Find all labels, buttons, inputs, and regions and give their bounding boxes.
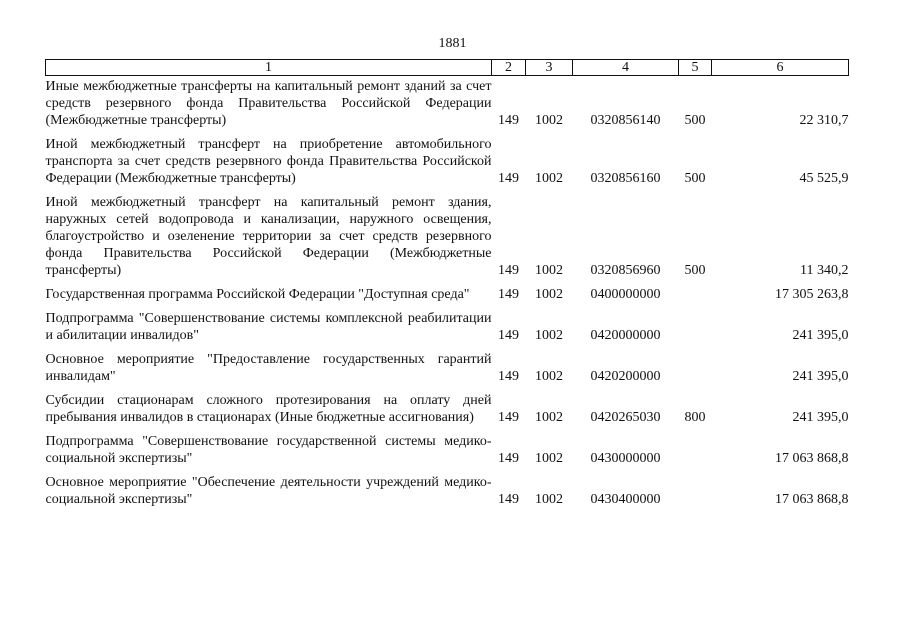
- row-ministry-code: 149: [498, 113, 519, 128]
- row-amount: 241 395,0: [792, 369, 849, 384]
- table-row: [46, 344, 849, 385]
- row-section-code: 1002: [535, 171, 563, 186]
- row-target-code: 0420000000: [590, 328, 661, 343]
- row-expense-type: 500: [684, 171, 706, 186]
- row-target-code: 0430000000: [590, 451, 661, 466]
- row-ministry-code: 149: [498, 451, 519, 466]
- row-expense-type: [679, 303, 712, 344]
- row-amount: 22 310,7: [799, 113, 849, 128]
- row-amount: 241 395,0: [792, 328, 849, 343]
- header-col-5: 5: [679, 60, 712, 76]
- row-ministry-code: 149: [498, 328, 519, 343]
- row-section-code: 1002: [535, 113, 563, 128]
- row-section-code: 1002: [535, 410, 563, 425]
- budget-table: [45, 59, 849, 508]
- row-description: Иные межбюджетные трансферты на капитальный ремонт зданий за счет средств резервного фонда Правительства Российской Федерации (Межбюджетные трансферты): [45, 79, 492, 128]
- header-col-1: 1: [46, 60, 492, 76]
- row-section-code: 1002: [535, 451, 563, 466]
- row-ministry-code: 149: [498, 410, 519, 425]
- row-amount: 241 395,0: [792, 410, 849, 425]
- table-row: [46, 303, 849, 344]
- row-target-code: 0430400000: [590, 492, 661, 507]
- table-row: [46, 385, 849, 426]
- row-ministry-code: 149: [498, 171, 519, 186]
- row-expense-type: [679, 279, 712, 303]
- header-col-6: 6: [712, 60, 849, 76]
- table-row: [46, 129, 849, 187]
- row-section-code: 1002: [535, 369, 563, 384]
- row-target-code: 0320856140: [590, 113, 661, 128]
- row-section-code: 1002: [535, 287, 563, 302]
- row-description: Подпрограмма "Совершенствование системы комплексной реабилитации и абилитации инвалидов": [45, 311, 492, 343]
- header-col-2: 2: [492, 60, 526, 76]
- row-expense-type: [679, 426, 712, 467]
- row-description: Государственная программа Российской Федерации "Доступная среда": [45, 287, 470, 302]
- row-section-code: 1002: [535, 328, 563, 343]
- row-section-code: 1002: [535, 492, 563, 507]
- table-row: [46, 76, 849, 130]
- row-description: Основное мероприятие "Обеспечение деятельности учреждений медико-социальной экспертизы": [45, 475, 492, 507]
- row-target-code: 0420200000: [590, 369, 661, 384]
- row-description: Иной межбюджетный трансферт на приобретение автомобильного транспорта за счет средств резервного фонда Правительства Российской Федерации (Межбюджетные трансферты): [45, 137, 492, 186]
- row-ministry-code: 149: [498, 369, 519, 384]
- row-ministry-code: 149: [498, 492, 519, 507]
- table-row: [46, 467, 849, 508]
- row-expense-type: [679, 467, 712, 508]
- row-amount: 45 525,9: [799, 171, 849, 186]
- row-target-code: 0420265030: [590, 410, 661, 425]
- row-section-code: 1002: [535, 263, 563, 278]
- row-expense-type: 800: [684, 410, 706, 425]
- row-description: Подпрограмма "Совершенствование государственной системы медико-социальной экспертизы": [45, 434, 492, 466]
- row-amount: 17 305 263,8: [775, 287, 849, 302]
- row-description: Основное мероприятие "Предоставление государственных гарантий инвалидам": [45, 352, 492, 384]
- row-amount: 17 063 868,8: [775, 492, 849, 507]
- row-description: Субсидии стационарам сложного протезирования на оплату дней пребывания инвалидов в стационарах (Иные бюджетные ассигнования): [45, 393, 492, 425]
- row-target-code: 0400000000: [590, 287, 661, 302]
- header-row: [46, 60, 849, 76]
- row-amount: 11 340,2: [800, 263, 849, 278]
- row-expense-type: 500: [684, 113, 706, 128]
- table-row: [46, 426, 849, 467]
- row-expense-type: [679, 344, 712, 385]
- row-expense-type: 500: [684, 263, 706, 278]
- page-number: 1881: [438, 36, 467, 51]
- table-row: [46, 187, 849, 279]
- row-target-code: 0320856160: [590, 171, 661, 186]
- header-col-3: 3: [526, 60, 573, 76]
- row-amount: 17 063 868,8: [775, 451, 849, 466]
- table-row: [46, 279, 849, 303]
- row-ministry-code: 149: [498, 263, 519, 278]
- header-col-4: 4: [573, 60, 679, 76]
- row-description: Иной межбюджетный трансферт на капитальный ремонт здания, наружных сетей водопровода и канализации, наружного освещения, благоустройство и озеленение территории за счет средств резервного фонда Правительства Российской Федерации (Межбюджетные трансферты): [45, 195, 492, 278]
- row-target-code: 0320856960: [590, 263, 661, 278]
- row-ministry-code: 149: [498, 287, 519, 302]
